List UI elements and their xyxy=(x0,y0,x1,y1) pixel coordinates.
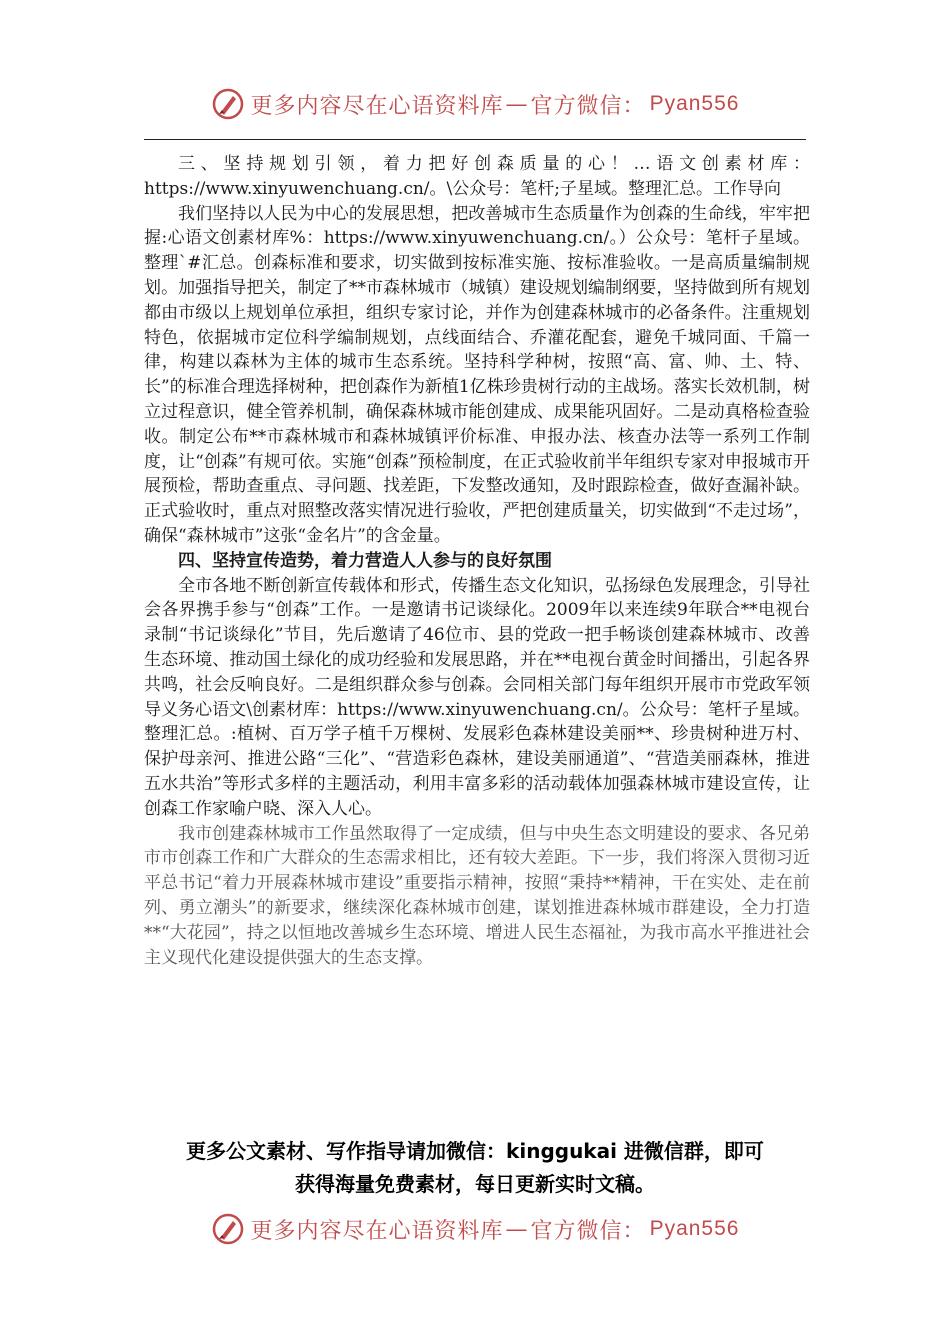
document-body xyxy=(144,152,810,970)
pen-nib-logo-icon xyxy=(211,87,245,121)
section-four-heading: 四、坚持宣传造势，着力营造人人参与的良好氛围 xyxy=(178,550,552,571)
header-rule xyxy=(144,139,806,140)
banner-suffix: 官方微信： xyxy=(530,93,646,119)
banner-title: 更多内容尽在心语资料库 xyxy=(250,1218,504,1244)
banner-title: 更多内容尽在心语资料库 xyxy=(250,93,504,119)
banner-suffix: 官方微信： xyxy=(530,1218,646,1244)
section-three-heading: 三、坚持规划引领，着力把好创森质量的心！…语文创素材库：https://www.xinyuwenchuang.cn/。\公众号：笔杆;子星域。整理汇总。工作导向 xyxy=(144,154,810,199)
banner-separator: — xyxy=(505,1216,529,1242)
section-four-body: 全市各地不断创新宣传载体和形式，传播生态文化知识，弘扬绿色发展理念，引导社会各界携手参与“创森”工作。一是邀请书记谈绿化。2009年以来连续9年联合**电视台录制“书记谈绿化”节目，先后邀请了46位市、县的党政一把手畅谈创建森林城市、改善生态环境、推动国土绿化的成功经验和发展思路，并在**电视台黄金时间播出，引起各界共鸣，社会反响良好。二是组织群众参与创森。会同相关部门每年组织开展市市党政军领导义务心语文\创素材库：https://www.xinyuwenchuang.cn/。公众号：笔杆子星域。整理汇总。:植树、百万学子植千万棵树、发展彩色森林建设美丽**、珍贵树种进万村、保护母亲河、推进公路“三化”、“营造彩色森林，建设美丽通道”、“营造美丽森林，推进五水共治”等形式多样的主题活动，利用丰富多彩的活动载体加强森林城市建设宣传，让创森工作家喻户晓、深入人心。 xyxy=(144,575,810,819)
banner-separator: — xyxy=(505,91,529,117)
section-three-body: 我们坚持以人民为中心的发展思想，把改善城市生态质量作为创森的生命线，牢牢把握:心语文创素材库%：https://www.xinyuwenchuang.cn/。）公众号：笔杆子星域。整理`#汇总。创森标准和要求，切实做到按标准实施、按标准验收。一是高质量编制规划。加强指导把关，制定了**市森林城市（城镇）建设规划编制纲要，坚持做到所有规划都由市级以上规划单位承担，组织专家讨论，并作为创建森林城市的必备条件。注重规划特色，依据城市定位科学编制规划，点线面结合、乔灌花配套，避免千城同面、千篇一律，构建以森林为主体的城市生态系统。坚持科学种树，按照“高、富、帅、土、特、长”的标准合理选择树种，把创森作为新植1亿株珍贵树行动的主战场。落实长效机制，树立过程意识，健全管养机制，确保森林城市能创建成、成果能巩固好。二是动真格检查验收。制定公布**市森林城市和森林城镇评价标准、申报办法、核查办法等一系列工作制度，让“创森”有规可依。实施“创森”预检制度，在正式验收前半年组织专家对申报城市开展预检，帮助查重点、寻问题、找差距，下发整改通知，及时跟踪检查，做好查漏补缺。正式验收时，重点对照整改落实情况进行验收，严把创建质量关，切实做到“不走过场”，确保“森林城市”这张“金名片”的含金量。 xyxy=(144,203,810,546)
banner-wechat-id: Pyan556 xyxy=(649,92,740,115)
header-banner xyxy=(0,82,950,126)
pen-nib-logo-icon xyxy=(211,1212,245,1246)
promo-line-1: 更多公文素材、写作指导请加微信：kinggukai 进微信群，即可 xyxy=(186,1139,764,1163)
promo-notice xyxy=(110,1135,840,1201)
footer-banner xyxy=(0,1207,950,1251)
promo-line-2: 获得海量免费素材，每日更新实时文稿。 xyxy=(295,1172,655,1196)
conclusion-paragraph: 我市创建森林城市工作虽然取得了一定成绩，但与中央生态文明建设的要求、各兄弟市市创森工作和广大群众的生态需求相比，还有较大差距。下一步，我们将深入贯彻习近平总书记“着力开展森林城市建设”重要指示精神，按照“秉持**精神，干在实处、走在前列、勇立潮头”的新要求，继续深化森林城市创建，谋划推进森林城市群建设，全力打造**“大花园”，持之以恒地改善城乡生态环境、增进人民生态福祉，为我市高水平推进社会主义现代化建设提供强大的生态支撑。 xyxy=(144,823,810,968)
banner-wechat-id: Pyan556 xyxy=(649,1217,740,1240)
